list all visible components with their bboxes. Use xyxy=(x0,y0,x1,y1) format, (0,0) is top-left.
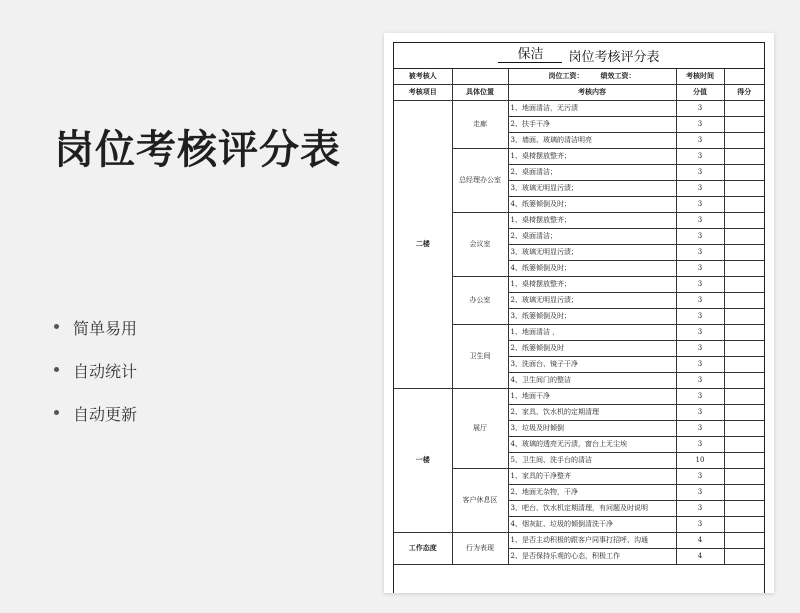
criteria-text: 2、地面无杂物，干净 xyxy=(508,485,676,501)
score-cell[interactable] xyxy=(724,501,764,517)
points-value: 3 xyxy=(676,197,724,213)
score-cell[interactable] xyxy=(724,197,764,213)
feature-label: 自动更新 xyxy=(73,405,138,424)
bullet-icon xyxy=(54,410,59,415)
evaluation-table xyxy=(394,69,764,565)
score-cell[interactable] xyxy=(724,373,764,389)
criteria-text: 3、垃圾及时倾倒 xyxy=(508,421,676,437)
score-cell[interactable] xyxy=(724,341,764,357)
points-value: 3 xyxy=(676,309,724,325)
score-cell[interactable] xyxy=(724,245,764,261)
score-cell[interactable] xyxy=(724,533,764,549)
score-cell[interactable] xyxy=(724,309,764,325)
score-cell[interactable] xyxy=(724,149,764,165)
location-name: 行为表现 xyxy=(452,533,508,565)
criteria-text: 4、卫生间门的整洁 xyxy=(508,373,676,389)
criteria-text: 2、玻璃无明显污渍； xyxy=(508,293,676,309)
assessee-value[interactable] xyxy=(452,69,508,85)
points-value: 3 xyxy=(676,469,724,485)
header-row xyxy=(394,85,764,101)
location-name: 走廊 xyxy=(452,101,508,149)
header-score: 得分 xyxy=(724,85,764,101)
points-value: 3 xyxy=(676,101,724,117)
time-value[interactable] xyxy=(724,69,764,85)
points-value: 3 xyxy=(676,229,724,245)
score-cell[interactable] xyxy=(724,421,764,437)
header-item: 考核项目 xyxy=(394,85,452,101)
criteria-text: 1、桌椅摆放整齐； xyxy=(508,213,676,229)
header-points: 分值 xyxy=(676,85,724,101)
criteria-text: 4、烟灰缸、垃圾的倾倒清洗干净 xyxy=(508,517,676,533)
points-value: 3 xyxy=(676,165,724,181)
location-name: 展厅 xyxy=(452,389,508,469)
score-cell[interactable] xyxy=(724,277,764,293)
criteria-text: 4、纸篓倾倒及时； xyxy=(508,261,676,277)
cover-title: 岗位考核评分表 xyxy=(54,127,341,173)
table-row xyxy=(394,389,764,405)
criteria-text: 1、桌椅摆放整齐； xyxy=(508,149,676,165)
criteria-text: 3、洗面台、镜子干净 xyxy=(508,357,676,373)
criteria-text: 1、桌椅摆放整齐； xyxy=(508,277,676,293)
table-row xyxy=(394,101,764,117)
score-cell[interactable] xyxy=(724,485,764,501)
time-label: 考核时间 xyxy=(676,69,724,85)
assessee-label: 被考核人 xyxy=(394,69,452,85)
points-value: 3 xyxy=(676,325,724,341)
points-value: 3 xyxy=(676,485,724,501)
score-cell[interactable] xyxy=(724,357,764,373)
points-value: 3 xyxy=(676,181,724,197)
section-name: 二楼 xyxy=(394,101,452,389)
criteria-text: 1、地面清洁，无污渍 xyxy=(508,101,676,117)
location-name: 客户休息区 xyxy=(452,469,508,533)
criteria-text: 2、是否保持乐观的心态，积极工作 xyxy=(508,549,676,565)
score-cell[interactable] xyxy=(724,517,764,533)
points-value: 4 xyxy=(676,549,724,565)
criteria-text: 3、吧台、饮水机定期清理，有问题及时说明 xyxy=(508,501,676,517)
points-value: 3 xyxy=(676,405,724,421)
points-value: 3 xyxy=(676,357,724,373)
score-cell[interactable] xyxy=(724,165,764,181)
section-name: 一楼 xyxy=(394,389,452,533)
criteria-text: 3、玻璃无明显污渍； xyxy=(508,181,676,197)
feature-label: 简单易用 xyxy=(73,319,138,338)
points-value: 3 xyxy=(676,133,724,149)
bullet-icon xyxy=(54,324,59,329)
criteria-text: 4、纸篓倾倒及时； xyxy=(508,197,676,213)
criteria-text: 1、是否主动积极的跟客户同事打招呼、沟通 xyxy=(508,533,676,549)
score-cell[interactable] xyxy=(724,181,764,197)
points-value: 3 xyxy=(676,277,724,293)
score-cell[interactable] xyxy=(724,549,764,565)
criteria-text: 2、桌面清洁； xyxy=(508,165,676,181)
location-name: 卫生间 xyxy=(452,325,508,389)
points-value: 3 xyxy=(676,437,724,453)
score-cell[interactable] xyxy=(724,405,764,421)
criteria-text: 5、卫生间、洗手台的清洁 xyxy=(508,453,676,469)
form-title xyxy=(394,43,764,69)
points-value: 3 xyxy=(676,421,724,437)
score-cell[interactable] xyxy=(724,453,764,469)
header-content: 考核内容 xyxy=(508,85,676,101)
score-cell[interactable] xyxy=(724,101,764,117)
form-title-text: 岗位考核评分表 xyxy=(568,50,660,65)
bullet-icon xyxy=(54,367,59,372)
points-value: 3 xyxy=(676,213,724,229)
salary-cell: 岗位工资： 绩效工资： xyxy=(508,69,676,85)
criteria-text: 4、玻璃的透亮无污渍，窗台上无尘埃 xyxy=(508,437,676,453)
points-value: 3 xyxy=(676,293,724,309)
points-value: 3 xyxy=(676,245,724,261)
feature-item xyxy=(52,359,137,402)
document-preview xyxy=(384,33,774,593)
points-value: 3 xyxy=(676,341,724,357)
evaluation-form xyxy=(393,42,765,593)
criteria-text: 1、地面干净 xyxy=(508,389,676,405)
score-cell[interactable] xyxy=(724,469,764,485)
points-value: 3 xyxy=(676,389,724,405)
score-cell[interactable] xyxy=(724,133,764,149)
section-name: 工作态度 xyxy=(394,533,452,565)
criteria-text: 2、家具、饮水机的定期清理 xyxy=(508,405,676,421)
location-name: 会议室 xyxy=(452,213,508,277)
score-cell[interactable] xyxy=(724,389,764,405)
score-cell[interactable] xyxy=(724,229,764,245)
points-value: 3 xyxy=(676,501,724,517)
points-value: 3 xyxy=(676,117,724,133)
points-value: 3 xyxy=(676,373,724,389)
points-value: 4 xyxy=(676,533,724,549)
points-value: 3 xyxy=(676,261,724,277)
criteria-text: 3、玻璃无明显污渍； xyxy=(508,245,676,261)
score-cell[interactable] xyxy=(724,325,764,341)
header-location: 具体位置 xyxy=(452,85,508,101)
criteria-text: 1、家具的干净整齐 xyxy=(508,469,676,485)
points-value: 3 xyxy=(676,149,724,165)
criteria-text: 2、桌面清洁； xyxy=(508,229,676,245)
feature-list xyxy=(52,316,137,445)
feature-label: 自动统计 xyxy=(73,362,138,381)
criteria-text: 1、地面清洁 ， xyxy=(508,325,676,341)
feature-item xyxy=(52,316,137,359)
points-value: 10 xyxy=(676,453,724,469)
score-cell[interactable] xyxy=(724,117,764,133)
position-name: 保洁 xyxy=(498,48,562,63)
criteria-text: 2、纸篓倾倒及时 xyxy=(508,341,676,357)
score-cell[interactable] xyxy=(724,261,764,277)
criteria-text: 2、扶手干净 xyxy=(508,117,676,133)
score-cell[interactable] xyxy=(724,293,764,309)
score-cell[interactable] xyxy=(724,213,764,229)
table-row xyxy=(394,533,764,549)
location-name: 办公室 xyxy=(452,277,508,325)
location-name: 总经理办公室 xyxy=(452,149,508,213)
score-cell[interactable] xyxy=(724,437,764,453)
feature-item xyxy=(52,402,137,445)
criteria-text: 3、墙面、玻璃的清洁明亮 xyxy=(508,133,676,149)
info-row xyxy=(394,69,764,85)
criteria-text: 3、纸篓倾倒及时； xyxy=(508,309,676,325)
points-value: 3 xyxy=(676,517,724,533)
